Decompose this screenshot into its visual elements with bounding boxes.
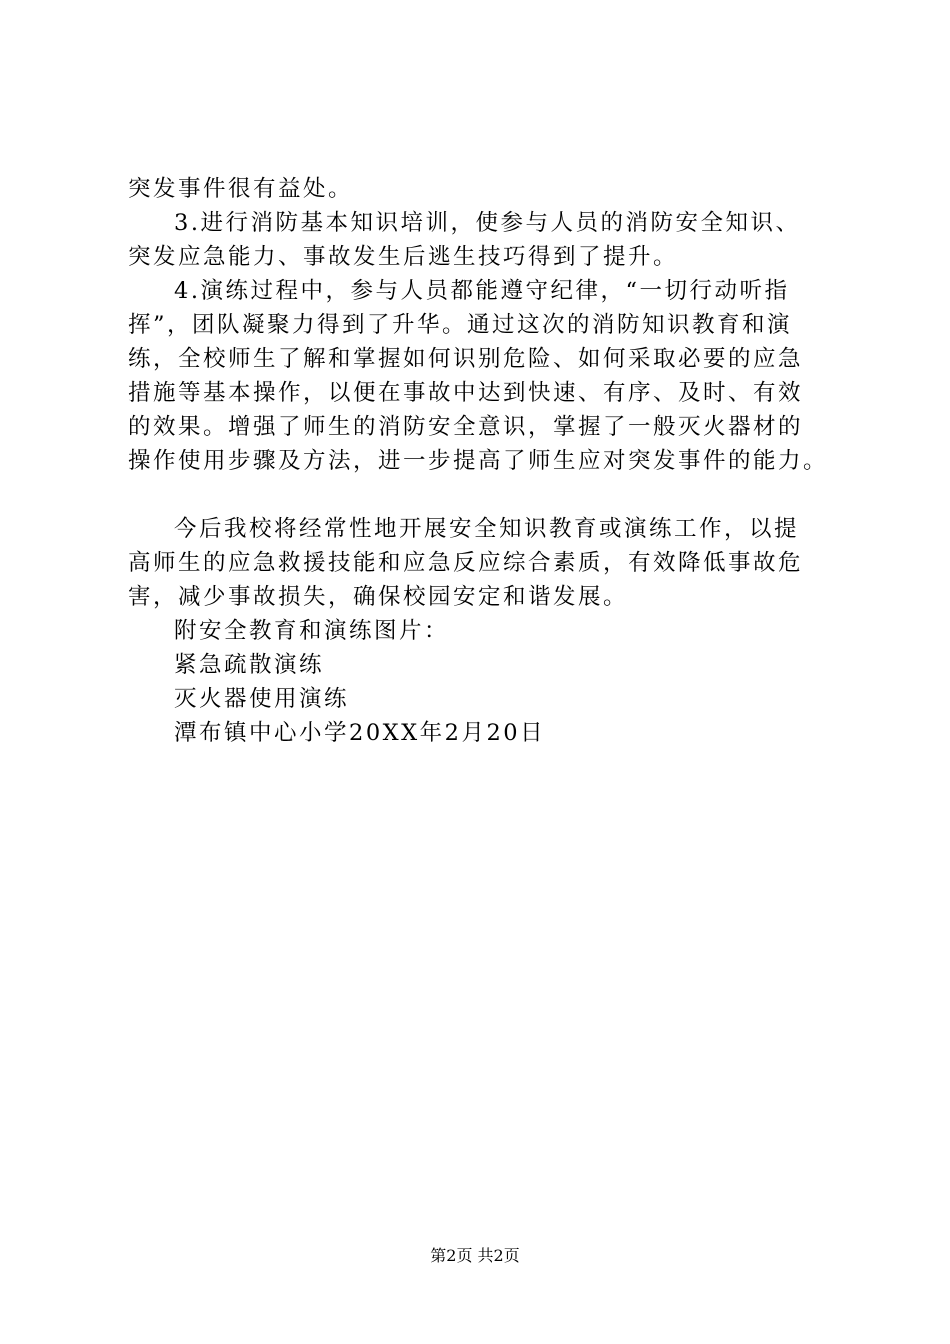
paragraph-line: 高师生的应急救援技能和应急反应综合素质，有效降低事故危: [128, 550, 804, 576]
paragraph-line: 操作使用步骤及方法，进一步提高了师生应对突发事件的能力。: [128, 448, 829, 474]
paragraph-line: 4.演练过程中，参与人员都能遵守纪律，“一切行动听指: [174, 278, 790, 304]
attachment-item: 紧急疏散演练: [174, 652, 325, 678]
paragraph-line: 挥”，团队凝聚力得到了升华。通过这次的消防知识教育和演: [128, 312, 793, 338]
paragraph-line: 的效果。增强了师生的消防安全意识，掌握了一般灭火器材的: [128, 414, 804, 440]
signature-line: 潭布镇中心小学20XX年2月20日: [174, 720, 546, 746]
paragraph-line: 练，全校师生了解和掌握如何识别危险、如何采取必要的应急: [128, 346, 804, 372]
attachment-heading: 附安全教育和演练图片：: [174, 618, 450, 644]
attachment-item: 灭火器使用演练: [174, 686, 350, 712]
paragraph-line: 突发事件很有益处。: [128, 176, 354, 202]
paragraph-line: 今后我校将经常性地开展安全知识教育或演练工作，以提: [174, 516, 800, 542]
page-number: 第2页 共2页: [430, 1246, 520, 1265]
paragraph-line: 害，减少事故损失，确保校园安定和谐发展。: [128, 584, 629, 610]
paragraph-line: 突发应急能力、事故发生后逃生技巧得到了提升。: [128, 244, 679, 270]
paragraph-line: 措施等基本操作，以便在事故中达到快速、有序、及时、有效: [128, 380, 804, 406]
paragraph-line: 3.进行消防基本知识培训，使参与人员的消防安全知识、: [174, 210, 801, 236]
